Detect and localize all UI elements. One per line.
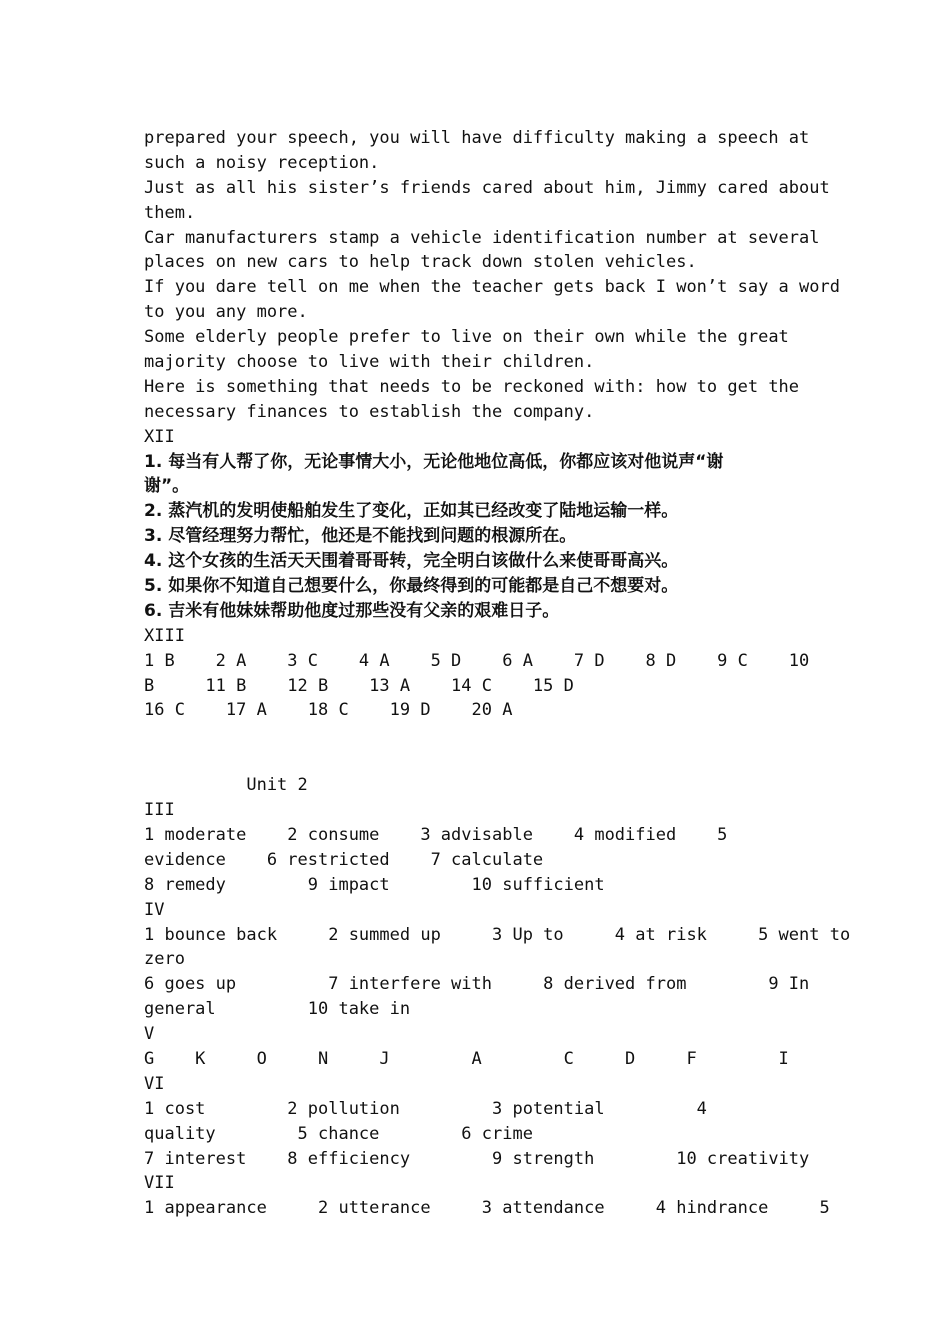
answer-line: 8 remedy 9 impact 10 sufficient — [144, 874, 605, 895]
answer-line: general 10 take in — [144, 999, 411, 1020]
text-line: majority choose to live with their children. — [144, 352, 595, 373]
answer-line: 7 interest 8 efficiency 9 strength 10 creativity — [144, 1148, 810, 1169]
translation-line: 谢”。 — [144, 476, 190, 497]
answer-line: G K O N J A C D F I — [144, 1048, 789, 1069]
answer-line: 1 appearance 2 utterance 3 attendance 4 hindrance 5 — [144, 1198, 830, 1219]
section-heading-vi: VI — [144, 1073, 165, 1094]
answer-line: 6 goes up 7 interfere with 8 derived from 9 In — [144, 974, 810, 995]
text-line: such a noisy reception. — [144, 152, 380, 173]
translation-line: 1. 每当有人帮了你，无论事情大小，无论他地位高低，你都应该对他说声“谢 — [144, 451, 724, 472]
blank-line — [144, 748, 824, 773]
text-line: Some elderly people prefer to live on their own while the great — [144, 327, 789, 348]
answer-line: B 11 B 12 B 13 A 14 C 15 D — [144, 675, 574, 696]
text-line: prepared your speech, you will have difficulty making a speech at — [144, 128, 810, 148]
answer-line: 1 cost 2 pollution 3 potential 4 — [144, 1098, 707, 1119]
text-line: Here is something that needs to be reckoned with: how to get the — [144, 376, 800, 397]
document-body — [144, 126, 851, 1221]
translation-line: 4. 这个女孩的生活天天围着哥哥转，完全明白该做什么来使哥哥高兴。 — [144, 551, 679, 572]
translation-line: 3. 尽管经理努力帮忙，他还是不能找到问题的根源所在。 — [144, 526, 577, 547]
section-heading-xii: XII — [144, 426, 175, 447]
text-line: to you any more. — [144, 302, 308, 323]
text-line: necessary finances to establish the company. — [144, 401, 595, 422]
section-heading-v: V — [144, 1024, 155, 1045]
section-heading-xiii: XIII — [144, 625, 185, 646]
answer-line: 16 C 17 A 18 C 19 D 20 A — [144, 700, 513, 721]
section-heading-vii: VII — [144, 1173, 175, 1194]
unit-heading: Unit 2 — [144, 775, 308, 796]
section-heading-iii: III — [144, 800, 175, 821]
text-line: them. — [144, 202, 196, 223]
translation-line: 6. 吉米有他妹妹帮助他度过那些没有父亲的艰难日子。 — [144, 600, 560, 621]
blank-line — [144, 723, 824, 748]
translation-line: 2. 蒸汽机的发明使船舶发生了变化，正如其已经改变了陆地运输一样。 — [144, 501, 679, 522]
translation-line: 5. 如果你不知道自己想要什么，你最终得到的可能都是自己不想要对。 — [144, 576, 679, 597]
text-line: If you dare tell on me when the teacher gets back I won’t say a word — [144, 277, 840, 298]
answer-line: 1 moderate 2 consume 3 advisable 4 modified 5 — [144, 824, 728, 845]
text-line: Just as all his sister’s friends cared about him, Jimmy cared about — [144, 177, 830, 198]
section-heading-iv: IV — [144, 899, 165, 920]
answer-line: 1 B 2 A 3 C 4 A 5 D 6 A 7 D 8 D 9 C 10 — [144, 650, 810, 671]
text-line: places on new cars to help track down stolen vehicles. — [144, 252, 697, 273]
text-line: Car manufacturers stamp a vehicle identification number at several — [144, 227, 820, 248]
answer-line: 1 bounce back 2 summed up 3 Up to 4 at risk 5 went to — [144, 924, 851, 945]
answer-line: evidence 6 restricted 7 calculate — [144, 849, 544, 870]
answer-line: zero — [144, 949, 185, 970]
answer-line: quality 5 chance 6 crime — [144, 1123, 533, 1144]
